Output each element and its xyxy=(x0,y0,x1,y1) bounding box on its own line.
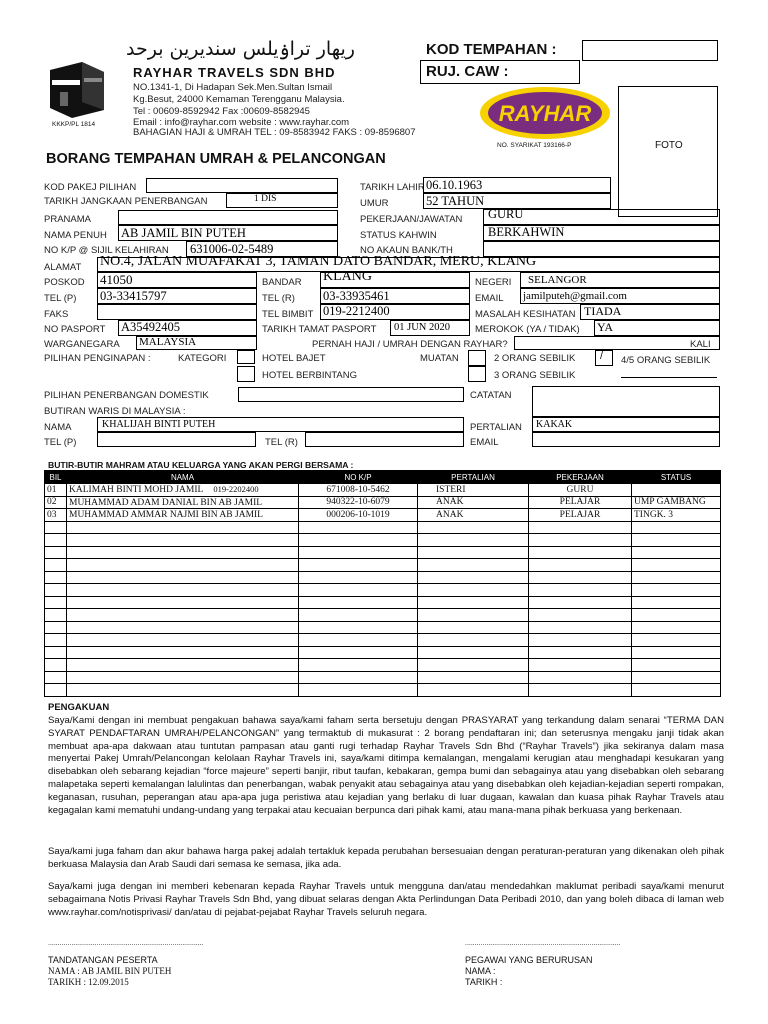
mahram-cell-bil[interactable] xyxy=(45,571,67,584)
tel-r-label: TEL (R) xyxy=(262,293,295,304)
mahram-row xyxy=(45,521,721,534)
mahram-cell-pekerjaan[interactable]: PELAJAR xyxy=(529,496,632,509)
col-header-nokp: NO K/P xyxy=(299,471,418,484)
mahram-row xyxy=(45,634,721,647)
muatan-label: MUATAN xyxy=(420,353,459,364)
alamat-label: ALAMAT xyxy=(44,262,82,273)
kod-tempahan-label: KOD TEMPAHAN : xyxy=(426,41,557,58)
signature-right-nama: NAMA : xyxy=(465,966,496,976)
photo-label: FOTO xyxy=(655,140,683,151)
hotel-berbintang-checkbox[interactable] xyxy=(237,366,255,382)
mahram-cell-status[interactable] xyxy=(632,559,721,572)
mahram-cell-status[interactable]: TINGK. 3 xyxy=(632,509,721,522)
mahram-cell-nokp[interactable] xyxy=(299,671,418,684)
mahram-cell-pekerjaan[interactable] xyxy=(529,609,632,622)
mahram-cell-nama[interactable] xyxy=(67,484,299,497)
tarikh-jangkaan-value: 1 DIS xyxy=(254,194,277,204)
tel-bimbit-label: TEL BIMBIT xyxy=(262,309,314,320)
mahram-cell-nokp[interactable] xyxy=(299,621,418,634)
mahram-cell-nama[interactable] xyxy=(67,559,299,572)
mahram-cell-pekerjaan[interactable] xyxy=(529,521,632,534)
mahram-cell-nama[interactable] xyxy=(67,671,299,684)
mahram-cell-bil[interactable] xyxy=(45,646,67,659)
no-kp-value: 631006-02-5489 xyxy=(190,242,274,256)
company-reg-no: NO. SYARIKAT 193166-P xyxy=(497,142,572,149)
mahram-cell-status[interactable] xyxy=(632,634,721,647)
company-name: RAYHAR TRAVELS SDN BHD xyxy=(133,65,336,80)
merokok-label: MEROKOK (YA / TIDAK) xyxy=(475,324,580,335)
poskod-label: POSKOD xyxy=(44,277,85,288)
warganegara-label: WARGANEGARA xyxy=(44,339,120,350)
mahram-cell-nama[interactable] xyxy=(67,496,299,509)
domestik-field[interactable] xyxy=(238,387,464,402)
sebilik-45-checkbox[interactable] xyxy=(595,350,613,366)
mahram-cell-status[interactable] xyxy=(632,621,721,634)
mahram-row xyxy=(45,546,721,559)
mahram-cell-pertalian[interactable] xyxy=(418,534,529,547)
mahram-cell-pertalian[interactable] xyxy=(418,546,529,559)
mahram-cell-status[interactable] xyxy=(632,659,721,672)
mahram-cell-nokp[interactable] xyxy=(299,546,418,559)
hotel-bajet-checkbox[interactable] xyxy=(237,350,255,364)
mahram-cell-pekerjaan[interactable] xyxy=(529,634,632,647)
email-value: jamilputeh@gmail.com xyxy=(523,290,627,302)
faks-field[interactable] xyxy=(97,304,257,320)
waris-tel-p-field[interactable] xyxy=(97,432,256,447)
umur-value: 52 TAHUN xyxy=(426,194,485,208)
mahram-cell-pertalian[interactable] xyxy=(418,621,529,634)
mahram-row xyxy=(45,559,721,572)
kod-tempahan-field[interactable] xyxy=(582,40,718,61)
mahram-cell-status[interactable] xyxy=(632,546,721,559)
company-logo-kaaba xyxy=(42,58,110,120)
hotel-berbintang-label: HOTEL BERBINTANG xyxy=(262,370,358,381)
col-header-nama: NAMA xyxy=(67,471,299,484)
signature-left-title: TANDATANGAN PESERTA xyxy=(48,955,158,965)
mahram-table xyxy=(44,470,721,697)
mahram-cell-pekerjaan[interactable] xyxy=(529,621,632,634)
mahram-cell-status[interactable] xyxy=(632,484,721,497)
mahram-cell-status[interactable] xyxy=(632,646,721,659)
tel-bimbit-value: 019-2212400 xyxy=(323,304,390,318)
mahram-cell-nokp[interactable] xyxy=(299,521,418,534)
signature-right-title: PEGAWAI YANG BERURUSAN xyxy=(465,955,593,965)
status-kahwin-value: BERKAHWIN xyxy=(488,225,565,239)
mahram-tel-text: 019-2202400 xyxy=(213,484,259,495)
masalah-label: MASALAH KESIHATAN xyxy=(475,309,576,320)
signature-left-tarikh: TARIKH : 12.09.2015 xyxy=(48,977,129,987)
mahram-cell-pekerjaan[interactable] xyxy=(529,646,632,659)
nama-penuh-value: AB JAMIL BIN PUTEH xyxy=(121,226,246,240)
signature-right-tarikh: TARIKH : xyxy=(465,977,503,987)
kali-label: KALI xyxy=(690,339,711,350)
mahram-cell-nokp[interactable] xyxy=(299,534,418,547)
mahram-cell-nama[interactable] xyxy=(67,609,299,622)
pernah-haji-label: PERNAH HAJI / UMRAH DENGAN RAYHAR? xyxy=(312,339,508,350)
mahram-cell-status[interactable]: UMP GAMBANG xyxy=(632,496,721,509)
mahram-cell-nokp[interactable] xyxy=(299,584,418,597)
waris-email-label: EMAIL xyxy=(470,437,499,448)
mahram-cell-pertalian[interactable]: ANAK xyxy=(418,496,529,509)
mahram-cell-bil[interactable] xyxy=(45,521,67,534)
company-address-line1: NO.1341-1, Di Hadapan Sek.Men.Sultan Ismail xyxy=(133,82,333,93)
mahram-cell-pertalian[interactable] xyxy=(418,596,529,609)
mahram-row xyxy=(45,534,721,547)
tel-r-value: 03-33935461 xyxy=(323,289,390,303)
mahram-title: BUTIR-BUTIR MAHRAM ATAU KELUARGA YANG AKAN PERGI BERSAMA : xyxy=(48,460,354,470)
waris-email-field[interactable] xyxy=(532,432,720,447)
mahram-cell-nama[interactable] xyxy=(67,646,299,659)
mahram-cell-nokp[interactable]: 940322-10-6079 xyxy=(299,496,418,509)
warganegara-value: MALAYSIA xyxy=(139,336,197,348)
rayhar-logo xyxy=(478,86,612,140)
pertalian-value: KAKAK xyxy=(536,419,573,430)
mahram-row xyxy=(45,659,721,672)
col-header-pekerjaan: PEKERJAAN xyxy=(529,471,632,484)
mahram-cell-pekerjaan[interactable] xyxy=(529,546,632,559)
mahram-cell-bil[interactable] xyxy=(45,534,67,547)
email-label: EMAIL xyxy=(475,293,504,304)
waris-nama-value: KHALIJAH BINTI PUTEH xyxy=(102,419,216,430)
mahram-cell-status[interactable] xyxy=(632,609,721,622)
company-hajj-line: BAHAGIAN HAJI & UMRAH TEL : 09-8583942 FAKS : 09-8596807 xyxy=(133,127,416,138)
mahram-row xyxy=(45,671,721,684)
kod-pakej-field[interactable] xyxy=(146,178,338,193)
license-number: KKKP/PL 1814 xyxy=(52,121,96,128)
no-pasport-label: NO PASPORT xyxy=(44,324,106,335)
mahram-cell-status[interactable] xyxy=(632,521,721,534)
waris-section-label: BUTIRAN WARIS DI MALAYSIA : xyxy=(44,406,186,417)
mahram-cell-pekerjaan[interactable] xyxy=(529,571,632,584)
mahram-cell-nokp[interactable] xyxy=(299,634,418,647)
waris-tel-p-label: TEL (P) xyxy=(44,437,77,448)
mahram-cell-status[interactable] xyxy=(632,671,721,684)
sebilik-45-underline xyxy=(621,377,717,378)
pranama-field[interactable] xyxy=(118,210,338,225)
mahram-cell-nama[interactable] xyxy=(67,634,299,647)
mahram-cell-nokp[interactable] xyxy=(299,571,418,584)
mahram-nama-text: KALIMAH BINTI MOHD JAMIL xyxy=(69,485,204,496)
mahram-cell-pertalian[interactable] xyxy=(418,684,529,697)
bandar-label: BANDAR xyxy=(262,277,302,288)
rayhar-logo-text: RAYHAR xyxy=(498,101,592,126)
mahram-cell-pertalian[interactable] xyxy=(418,659,529,672)
mahram-cell-pertalian[interactable] xyxy=(418,671,529,684)
waris-tel-r-label: TEL (R) xyxy=(265,437,298,448)
sebilik-2-label: 2 ORANG SEBILIK xyxy=(494,353,576,364)
kod-pakej-label: KOD PAKEJ PILIHAN xyxy=(44,182,137,193)
mahram-cell-nama[interactable] xyxy=(67,621,299,634)
mahram-cell-pekerjaan[interactable] xyxy=(529,659,632,672)
mahram-cell-pertalian[interactable] xyxy=(418,559,529,572)
mahram-cell-bil[interactable] xyxy=(45,559,67,572)
alamat-value: NO.4, JALAN MUAFAKAT 3, TAMAN DATO BANDAR, MERU, KLANG xyxy=(100,254,537,269)
mahram-cell-nokp[interactable] xyxy=(299,609,418,622)
mahram-cell-bil[interactable] xyxy=(45,659,67,672)
mahram-cell-nama[interactable] xyxy=(67,684,299,697)
status-kahwin-label: STATUS KAHWIN xyxy=(360,230,437,241)
no-pasport-value: A35492405 xyxy=(121,320,181,334)
mahram-cell-bil[interactable]: 02 xyxy=(45,496,67,509)
company-email-line: Email : info@rayhar.com website : www.rayhar.com xyxy=(133,117,350,128)
mahram-row xyxy=(45,684,721,697)
sebilik-2-checkbox[interactable] xyxy=(468,350,486,366)
company-tel-line: Tel : 00609-8592942 Fax :00609-8582945 xyxy=(133,106,310,117)
tarikh-jangkaan-label: TARIKH JANGKAAN PENERBANGAN xyxy=(44,196,208,207)
mahram-cell-pertalian[interactable]: ISTERI xyxy=(418,484,529,497)
mahram-cell-pekerjaan[interactable] xyxy=(529,559,632,572)
mahram-cell-bil[interactable] xyxy=(45,596,67,609)
mahram-cell-nama[interactable] xyxy=(67,584,299,597)
mahram-cell-pekerjaan[interactable] xyxy=(529,584,632,597)
mahram-row xyxy=(45,621,721,634)
mahram-nama-text: MUHAMMAD ADAM DANIAL BIN AB JAMIL xyxy=(69,497,263,508)
mahram-cell-pertalian[interactable]: ANAK xyxy=(418,509,529,522)
sebilik-3-label: 3 ORANG SEBILIK xyxy=(494,370,576,381)
mahram-cell-pertalian[interactable] xyxy=(418,646,529,659)
mahram-cell-pekerjaan[interactable]: GURU xyxy=(529,484,632,497)
mahram-cell-bil[interactable] xyxy=(45,584,67,597)
nama-penuh-label: NAMA PENUH xyxy=(44,230,107,241)
sebilik-3-checkbox[interactable] xyxy=(468,366,486,382)
tel-p-label: TEL (P) xyxy=(44,293,77,304)
poskod-value: 41050 xyxy=(100,272,133,287)
mahram-cell-nokp[interactable] xyxy=(299,646,418,659)
pekerjaan-value: GURU xyxy=(488,207,524,221)
mahram-cell-bil[interactable] xyxy=(45,684,67,697)
mahram-cell-nokp[interactable] xyxy=(299,596,418,609)
signature-left-dots: ................................................................................ xyxy=(48,940,204,947)
mahram-cell-nokp[interactable]: 000206-10-1019 xyxy=(299,509,418,522)
tarikh-lahir-label: TARIKH LAHIR xyxy=(360,182,425,193)
mahram-cell-nama[interactable] xyxy=(67,534,299,547)
mahram-cell-pertalian[interactable] xyxy=(418,609,529,622)
penginapan-label: PILIHAN PENGINAPAN : xyxy=(44,353,151,364)
declaration-paragraph-2: Saya/kami juga faham dan akur bahawa harga pakej adalah tertakluk kepada perubahan bersesuaian dengan peraturan-peraturan yang dikenakan oleh pihak berkuasa Malaysia dan Arab Saudi dari semasa ke semasa, jika ada. xyxy=(48,846,724,870)
mahram-cell-nokp[interactable] xyxy=(299,684,418,697)
tel-p-value: 03-33415797 xyxy=(100,289,167,303)
umur-label: UMUR xyxy=(360,198,389,209)
mahram-row xyxy=(45,484,721,497)
hotel-bajet-label: HOTEL BAJET xyxy=(262,353,326,364)
mahram-cell-status[interactable] xyxy=(632,584,721,597)
mahram-cell-bil[interactable]: 03 xyxy=(45,509,67,522)
mahram-row xyxy=(45,646,721,659)
mahram-cell-nama[interactable] xyxy=(67,546,299,559)
mahram-cell-status[interactable] xyxy=(632,596,721,609)
waris-nama-label: NAMA xyxy=(44,422,72,433)
mahram-cell-bil[interactable] xyxy=(45,609,67,622)
mahram-cell-pekerjaan[interactable]: PELAJAR xyxy=(529,509,632,522)
declaration-paragraph-1: Saya/Kami dengan ini membuat pengakuan bahawa saya/kami faham serta bersetuju dengan PRASYARAT yang terkandung dalam senarai “TERMA DAN SYARAT PENDAFTARAN UMRAH/PELANCONGAN” yang termaktub di mukasurat : 2 borang pendaftaran ini; dan seterusnya mengaku janji tidak akan membuat apa-apa dakwaan atau tuntutan pampasan atau ganti rugi terhadap Rayhar Travels Sdn Bhd (“Rayhar Travels”) jika sekiranya dalam masa menyertai Pakej Umrah/Pelancongan kelolaan Rayhar Travels ini, saya/kami ditimpa kemalangan, mengalami kerugian atau menghadapi kesukaran yang disebabkan oleh sebarang kejadian “force majeure” seperti banjir, ribut taufan, kebakaran, gempa bumi dan sebagainya atau yang disebabkan oleh sebarang malapetaka seperti kemalangan lalulintas dan penerbangan, wabak penyakit atau sebagainya atau yang disebabkan oleh kejadian-kejadian seperti rompakan, keganasan, rusuhan, peperangan atau apa-apa juga peristiwa atau kejadian yang berlaku di luar dugaan, kawalan dan kuasa pihak Rayhar Travels atau kegagalan kami mematuhi undang-undang yang terpakai atau kecuaian berpunca dari pihak kami, atau mana-mana pihak berkuasa yang berkenaan. xyxy=(48,715,724,816)
signature-left-nama: NAMA : AB JAMIL BIN PUTEH xyxy=(48,966,172,976)
mahram-cell-pekerjaan[interactable] xyxy=(529,684,632,697)
faks-label: FAKS xyxy=(44,309,69,320)
mahram-cell-pertalian[interactable] xyxy=(418,584,529,597)
declaration-title: PENGAKUAN xyxy=(48,702,110,713)
mahram-cell-nama[interactable] xyxy=(67,521,299,534)
col-header-status: STATUS xyxy=(632,471,721,484)
domestik-label: PILIHAN PENERBANGAN DOMESTIK xyxy=(44,390,209,401)
mahram-cell-nokp[interactable]: 671008-10-5462 xyxy=(299,484,418,497)
no-kp-label: NO K/P @ SIJIL KELAHIRAN xyxy=(44,245,169,256)
mahram-cell-nokp[interactable] xyxy=(299,659,418,672)
mahram-cell-nama[interactable] xyxy=(67,571,299,584)
col-header-bil: BIL xyxy=(45,471,67,484)
mahram-cell-bil[interactable] xyxy=(45,621,67,634)
mahram-cell-bil[interactable] xyxy=(45,634,67,647)
catatan-label: CATATAN xyxy=(470,390,512,401)
mahram-row xyxy=(45,596,721,609)
photo-box xyxy=(618,86,718,217)
mahram-cell-pekerjaan[interactable] xyxy=(529,671,632,684)
mahram-cell-nokp[interactable] xyxy=(299,559,418,572)
mahram-cell-pekerjaan[interactable] xyxy=(529,596,632,609)
ruj-caw-label: RUJ. CAW : xyxy=(426,63,509,80)
pranama-label: PRANAMA xyxy=(44,214,91,225)
mahram-cell-pekerjaan[interactable] xyxy=(529,534,632,547)
mahram-cell-nama[interactable] xyxy=(67,509,299,522)
waris-tel-r-field[interactable] xyxy=(305,432,464,447)
mahram-cell-status[interactable] xyxy=(632,534,721,547)
mahram-cell-bil[interactable] xyxy=(45,546,67,559)
catatan-field[interactable] xyxy=(532,386,720,417)
tamat-pasport-label: TARIKH TAMAT PASPORT xyxy=(262,324,377,335)
mahram-row xyxy=(45,609,721,622)
sebilik-45-mark: / xyxy=(600,350,604,362)
form-title: BORANG TEMPAHAN UMRAH & PELANCONGAN xyxy=(46,151,386,167)
mahram-cell-pertalian[interactable] xyxy=(418,571,529,584)
declaration-paragraph-3: Saya/kami juga dengan ini memberi kebenaran kepada Rayhar Travels untuk mengguna dan/atau mendedahkan maklumat peribadi saya/kami menurut sebagaimana Notis Privasi Rayhar Travels Sdn Bhd, yang dibuat selaras dengan Akta Perlindungan Data Peribadi 2010, dan yang boleh dibaca di laman web www.rayhar.com/notisprivasi/ dan/atau di pejabat-pejabat Rayhar Travels seluruh negara. xyxy=(48,881,724,918)
bandar-value: KLANG xyxy=(323,269,372,284)
mahram-row xyxy=(45,509,721,522)
negeri-label: NEGERI xyxy=(475,277,512,288)
kategori-label: KATEGORI xyxy=(178,353,227,364)
company-jawi-name: ريهار تراۏيلس سنديرين برحد xyxy=(126,38,355,60)
mahram-header-row xyxy=(45,471,721,484)
tamat-pasport-value: 01 JUN 2020 xyxy=(394,322,451,333)
mahram-cell-pertalian[interactable] xyxy=(418,521,529,534)
mahram-cell-status[interactable] xyxy=(632,571,721,584)
pertalian-label: PERTALIAN xyxy=(470,422,522,433)
mahram-row xyxy=(45,496,721,509)
mahram-cell-pertalian[interactable] xyxy=(418,634,529,647)
tarikh-lahir-value: 06.10.1963 xyxy=(426,178,483,192)
signature-right-dots: ................................................................................ xyxy=(465,940,621,947)
mahram-cell-nama[interactable] xyxy=(67,659,299,672)
pekerjaan-label: PEKERJAAN/JAWATAN xyxy=(360,214,463,225)
sebilik-45-label: 4/5 ORANG SEBILIK xyxy=(621,355,711,366)
no-akaun-label: NO AKAUN BANK/TH xyxy=(360,245,453,256)
mahram-cell-nama[interactable] xyxy=(67,596,299,609)
mahram-row xyxy=(45,571,721,584)
col-header-pertalian: PERTALIAN xyxy=(418,471,529,484)
tarikh-jangkaan-field[interactable] xyxy=(226,193,338,208)
mahram-cell-bil[interactable]: 01 xyxy=(45,484,67,497)
negeri-value: SELANGOR xyxy=(528,274,587,286)
mahram-row xyxy=(45,584,721,597)
mahram-nama-text: MUHAMMAD AMMAR NAJMI BIN AB JAMIL xyxy=(69,510,263,521)
company-address-line2: Kg.Besut, 24000 Kemaman Terengganu Malaysia. xyxy=(133,94,345,105)
mahram-cell-bil[interactable] xyxy=(45,671,67,684)
masalah-value: TIADA xyxy=(584,304,622,318)
mahram-cell-status[interactable] xyxy=(632,684,721,697)
merokok-value: YA xyxy=(597,320,614,334)
